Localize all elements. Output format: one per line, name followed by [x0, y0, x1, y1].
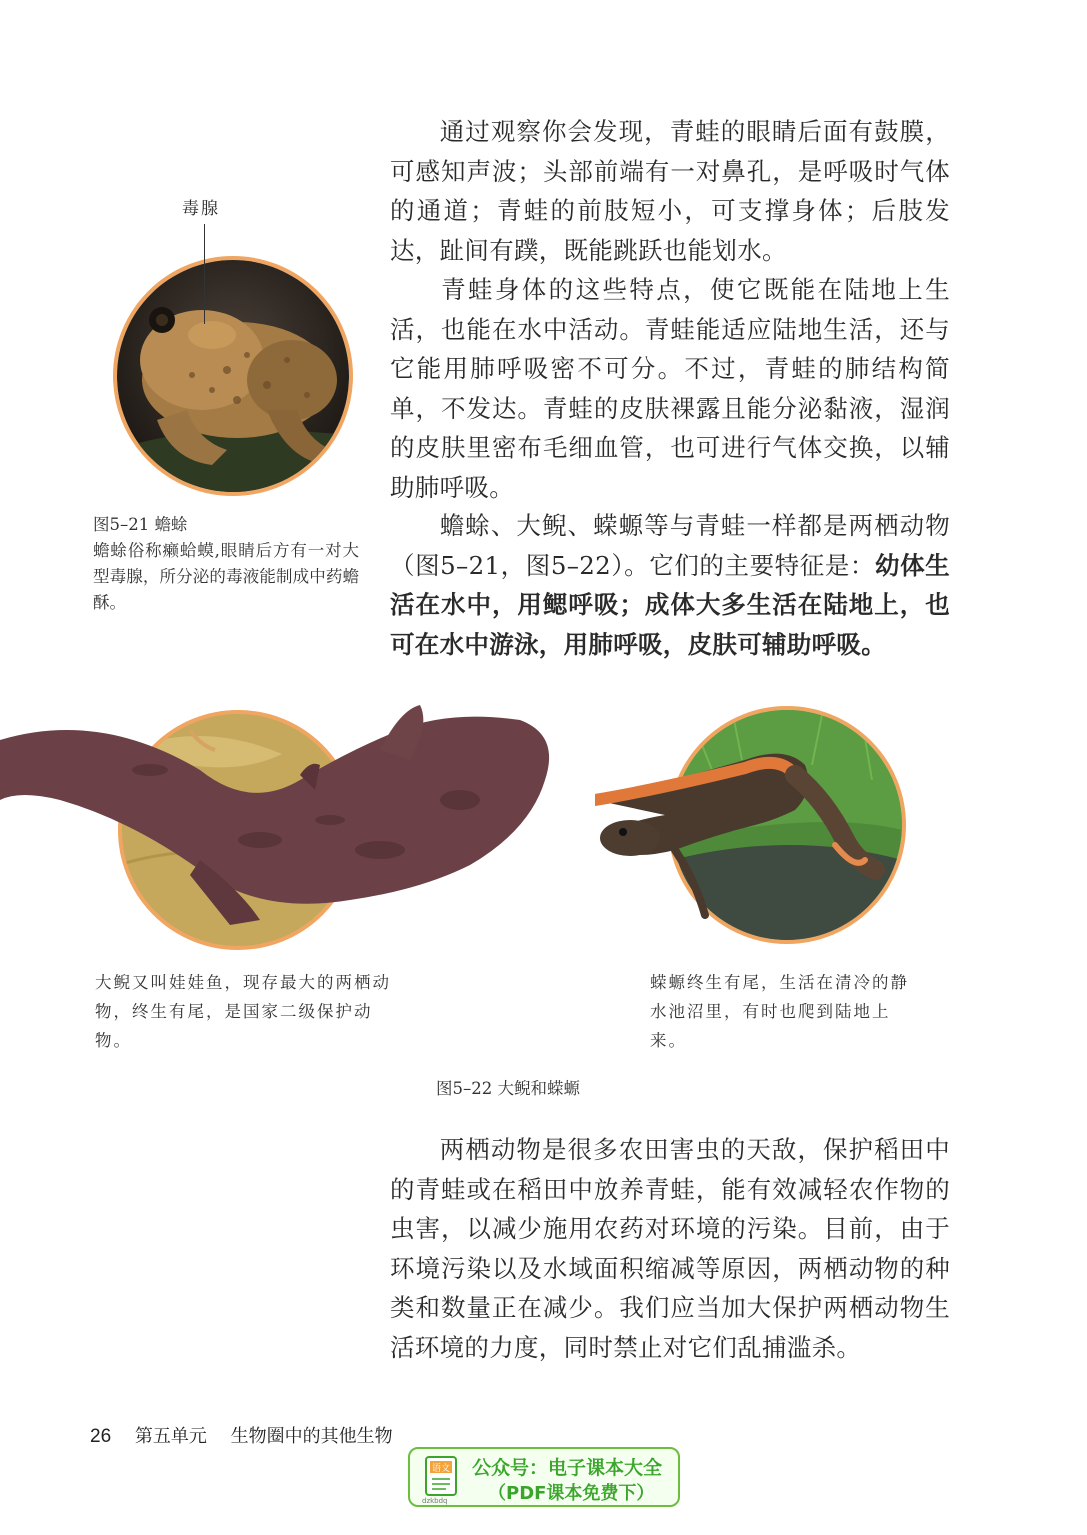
- chapter-label: 生物圈中的其他生物: [230, 1426, 393, 1447]
- newt-photo: [595, 720, 905, 930]
- salamander-caption: 大鲵又叫娃娃鱼，现存最大的两栖动物，终生有尾，是国家二级保护动物。: [95, 973, 391, 1050]
- figure-5-22-title: 图5–22 大鲵和蝾螈: [436, 1079, 580, 1098]
- paragraph-amphibian-features: 蟾蜍、大鲵、蝾螈等与青蛙一样都是两栖动物（图5–21，图5–22）。它们的主要特征是：幼体生活在水中，用鳃呼吸；成体大多生活在陆地上，也可在水中游泳，用肺呼吸，皮肤可辅助呼吸。: [390, 511, 950, 659]
- paragraph-ears-nostrils-limbs: 通过观察你会发现，青蛙的眼睛后面有鼓膜，可感知声波；头部前端有一对鼻孔，是呼吸时气体的通道；青蛙的前肢短小，可支撑身体；后肢发达，趾间有蹼，既能跳跃也能划水。: [390, 117, 950, 265]
- paragraph-land-water-adaptation: 青蛙身体的这些特点，使它既能在陆地上生活，也能在水中活动。青蛙能适应陆地生活，还与它能用肺呼吸密不可分。不过，青蛙的肺结构简单，不发达。青蛙的皮肤裸露且能分泌黏液，湿润的皮肤里密布毛细血管，也可进行气体交换，以辅助肺呼吸。: [390, 275, 950, 502]
- page-number: 26: [90, 1426, 112, 1447]
- watermark-line2: （PDF课本免费下）: [488, 1483, 655, 1504]
- page-footer: [90, 1422, 393, 1448]
- book-icon: [424, 1455, 460, 1499]
- paragraph-protection: 两栖动物是很多农田害虫的天敌，保护稻田中的青蛙或在稻田中放养青蛙，能有效减轻农作物的虫害，以减少施用农药对环境的污染。目前，由于环境污染以及水域面积缩减等原因，两栖动物的种类和数量正在减少。我们应当加大保护两栖动物生活环境的力度，同时禁止对它们乱捕滥杀。: [390, 1135, 950, 1362]
- newt-caption: 蝾螈终生有尾，生活在清冷的静水池沼里，有时也爬到陆地上来。: [650, 973, 909, 1050]
- watermark-badge: [408, 1447, 680, 1507]
- unit-label: 第五单元: [134, 1426, 207, 1447]
- salamander-photo: [0, 690, 560, 940]
- gland-label: 毒腺: [182, 199, 220, 219]
- book-icon-text: 语文: [431, 1464, 451, 1474]
- toad-caption: 蟾蜍俗称癞蛤蟆,眼睛后方有一对大型毒腺，所分泌的毒液能制成中药蟾酥。: [93, 541, 359, 612]
- toad-figure-title: 图5–21 蟾蜍: [93, 515, 188, 534]
- gland-pointer-line: [204, 224, 205, 324]
- watermark-line1: 公众号：电子课本大全: [472, 1457, 663, 1479]
- toad-photo: [113, 256, 353, 496]
- watermark-small-text: dzkbdq: [422, 1497, 448, 1505]
- key-features-bold: 幼体生活在水中，用鳃呼吸；成体大多生活在陆地上，也可在水中游泳，用肺呼吸，皮肤可辅助呼吸。: [390, 550, 950, 659]
